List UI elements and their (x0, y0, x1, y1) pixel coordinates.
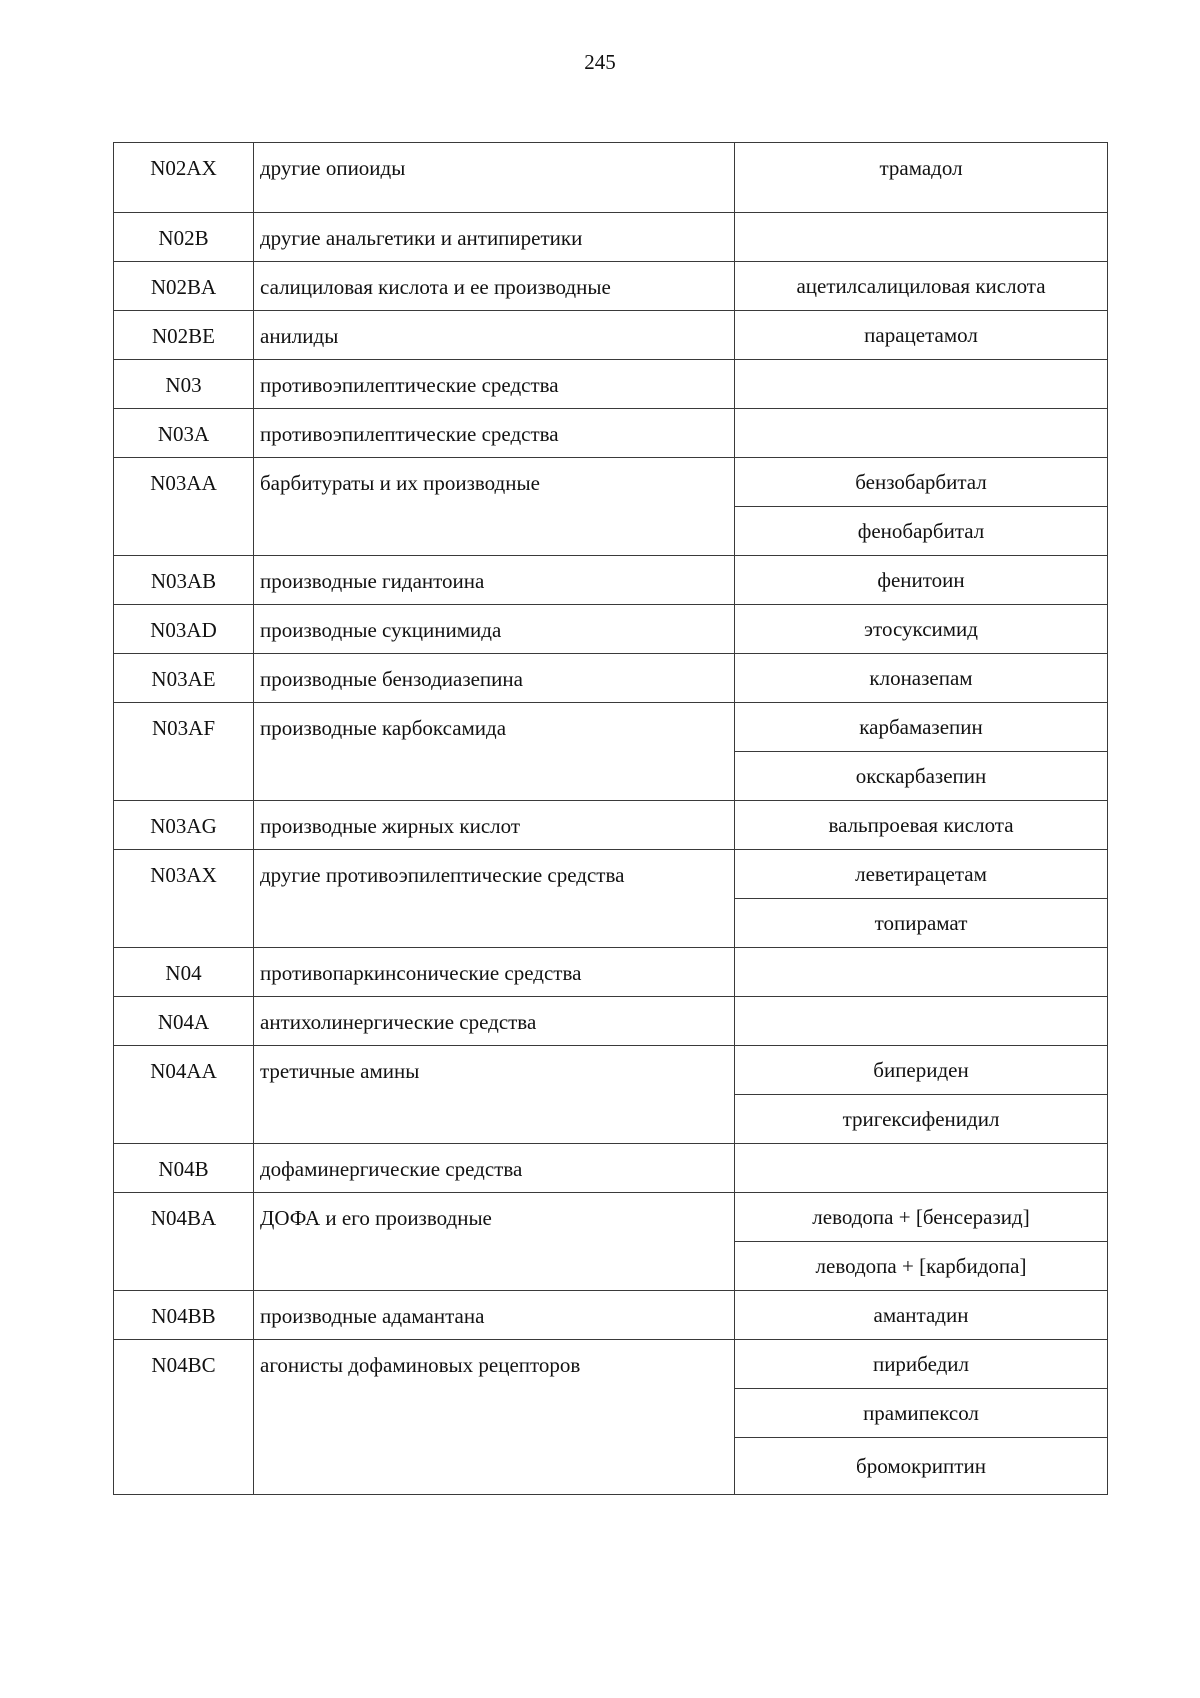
atc-code-cell: N03AA (114, 458, 254, 556)
drug-name-cell: вальпроевая кислота (735, 801, 1108, 850)
atc-code-cell: N03AF (114, 703, 254, 801)
drug-name-cell (735, 409, 1108, 458)
atc-code-cell: N04BB (114, 1291, 254, 1340)
group-description-cell: производные жирных кислот (254, 801, 735, 850)
drug-name-cell: прамипексол (735, 1389, 1108, 1438)
table-row (114, 458, 1108, 507)
atc-code-cell: N04B (114, 1144, 254, 1193)
table-row (114, 1144, 1108, 1193)
drug-name-cell: карбамазепин (735, 703, 1108, 752)
atc-code-cell: N04 (114, 948, 254, 997)
group-description-cell: барбитураты и их производные (254, 458, 735, 556)
atc-code-cell: N02B (114, 213, 254, 262)
atc-code-cell: N03AB (114, 556, 254, 605)
atc-code-cell: N03AE (114, 654, 254, 703)
drug-name-cell (735, 360, 1108, 409)
group-description-cell: другие анальгетики и антипиретики (254, 213, 735, 262)
atc-code-cell: N04A (114, 997, 254, 1046)
drug-name-cell (735, 1144, 1108, 1193)
table-row (114, 654, 1108, 703)
drug-name-cell: ацетилсалициловая кислота (735, 262, 1108, 311)
drug-name-cell: бромокриптин (735, 1438, 1108, 1495)
group-description-cell: противоэпилептические средства (254, 360, 735, 409)
group-description-cell: анилиды (254, 311, 735, 360)
atc-code-cell: N04BC (114, 1340, 254, 1495)
group-description-cell: производные бензодиазепина (254, 654, 735, 703)
drug-name-cell: леветирацетам (735, 850, 1108, 899)
table-row (114, 703, 1108, 752)
drug-name-cell: этосуксимид (735, 605, 1108, 654)
table-row (114, 556, 1108, 605)
atc-code-cell: N02BA (114, 262, 254, 311)
group-description-cell: производные сукцинимида (254, 605, 735, 654)
group-description-cell: ДОФА и его производные (254, 1193, 735, 1291)
table-row (114, 801, 1108, 850)
drug-name-cell (735, 213, 1108, 262)
table-row (114, 997, 1108, 1046)
table-row (114, 409, 1108, 458)
group-description-cell: салициловая кислота и ее производные (254, 262, 735, 311)
atc-code-cell: N02AX (114, 143, 254, 213)
group-description-cell: производные карбоксамида (254, 703, 735, 801)
drug-name-cell: трамадол (735, 143, 1108, 213)
table-row (114, 1340, 1108, 1389)
drug-name-cell: клоназепам (735, 654, 1108, 703)
table-row (114, 360, 1108, 409)
group-description-cell: другие противоэпилептические средства (254, 850, 735, 948)
atc-code-cell: N04BA (114, 1193, 254, 1291)
atc-code-cell: N03 (114, 360, 254, 409)
page-number: 245 (584, 50, 616, 74)
group-description-cell: противоэпилептические средства (254, 409, 735, 458)
group-description-cell: третичные амины (254, 1046, 735, 1144)
atc-code-cell: N02BE (114, 311, 254, 360)
drug-name-cell: окскарбазепин (735, 752, 1108, 801)
drug-name-cell: тригексифенидил (735, 1095, 1108, 1144)
group-description-cell: производные адамантана (254, 1291, 735, 1340)
table-row (114, 143, 1108, 213)
table-row (114, 948, 1108, 997)
group-description-cell: противопаркинсонические средства (254, 948, 735, 997)
group-description-cell: производные гидантоина (254, 556, 735, 605)
table-row (114, 1193, 1108, 1242)
drug-name-cell: бензобарбитал (735, 458, 1108, 507)
drug-name-cell (735, 948, 1108, 997)
drug-name-cell (735, 997, 1108, 1046)
drug-name-cell: фенобарбитал (735, 507, 1108, 556)
group-description-cell: другие опиоиды (254, 143, 735, 213)
group-description-cell: агонисты дофаминовых рецепторов (254, 1340, 735, 1495)
atc-code-cell: N03AX (114, 850, 254, 948)
drug-name-cell: бипериден (735, 1046, 1108, 1095)
drug-name-cell: топирамат (735, 899, 1108, 948)
drug-name-cell: пирибедил (735, 1340, 1108, 1389)
drug-classification-table (113, 142, 1108, 1495)
table-row (114, 213, 1108, 262)
table-row (114, 605, 1108, 654)
table-row (114, 850, 1108, 899)
group-description-cell: антихолинергические средства (254, 997, 735, 1046)
table-row (114, 262, 1108, 311)
group-description-cell: дофаминергические средства (254, 1144, 735, 1193)
drug-name-cell: фенитоин (735, 556, 1108, 605)
drug-name-cell: леводопа + [бенсеразид] (735, 1193, 1108, 1242)
atc-code-cell: N03AG (114, 801, 254, 850)
table-body (114, 143, 1108, 1495)
drug-name-cell: парацетамол (735, 311, 1108, 360)
drug-name-cell: леводопа + [карбидопа] (735, 1242, 1108, 1291)
table-row (114, 1046, 1108, 1095)
atc-code-cell: N04AA (114, 1046, 254, 1144)
table-row (114, 311, 1108, 360)
atc-code-cell: N03A (114, 409, 254, 458)
table-row (114, 1291, 1108, 1340)
drug-name-cell: амантадин (735, 1291, 1108, 1340)
atc-code-cell: N03AD (114, 605, 254, 654)
